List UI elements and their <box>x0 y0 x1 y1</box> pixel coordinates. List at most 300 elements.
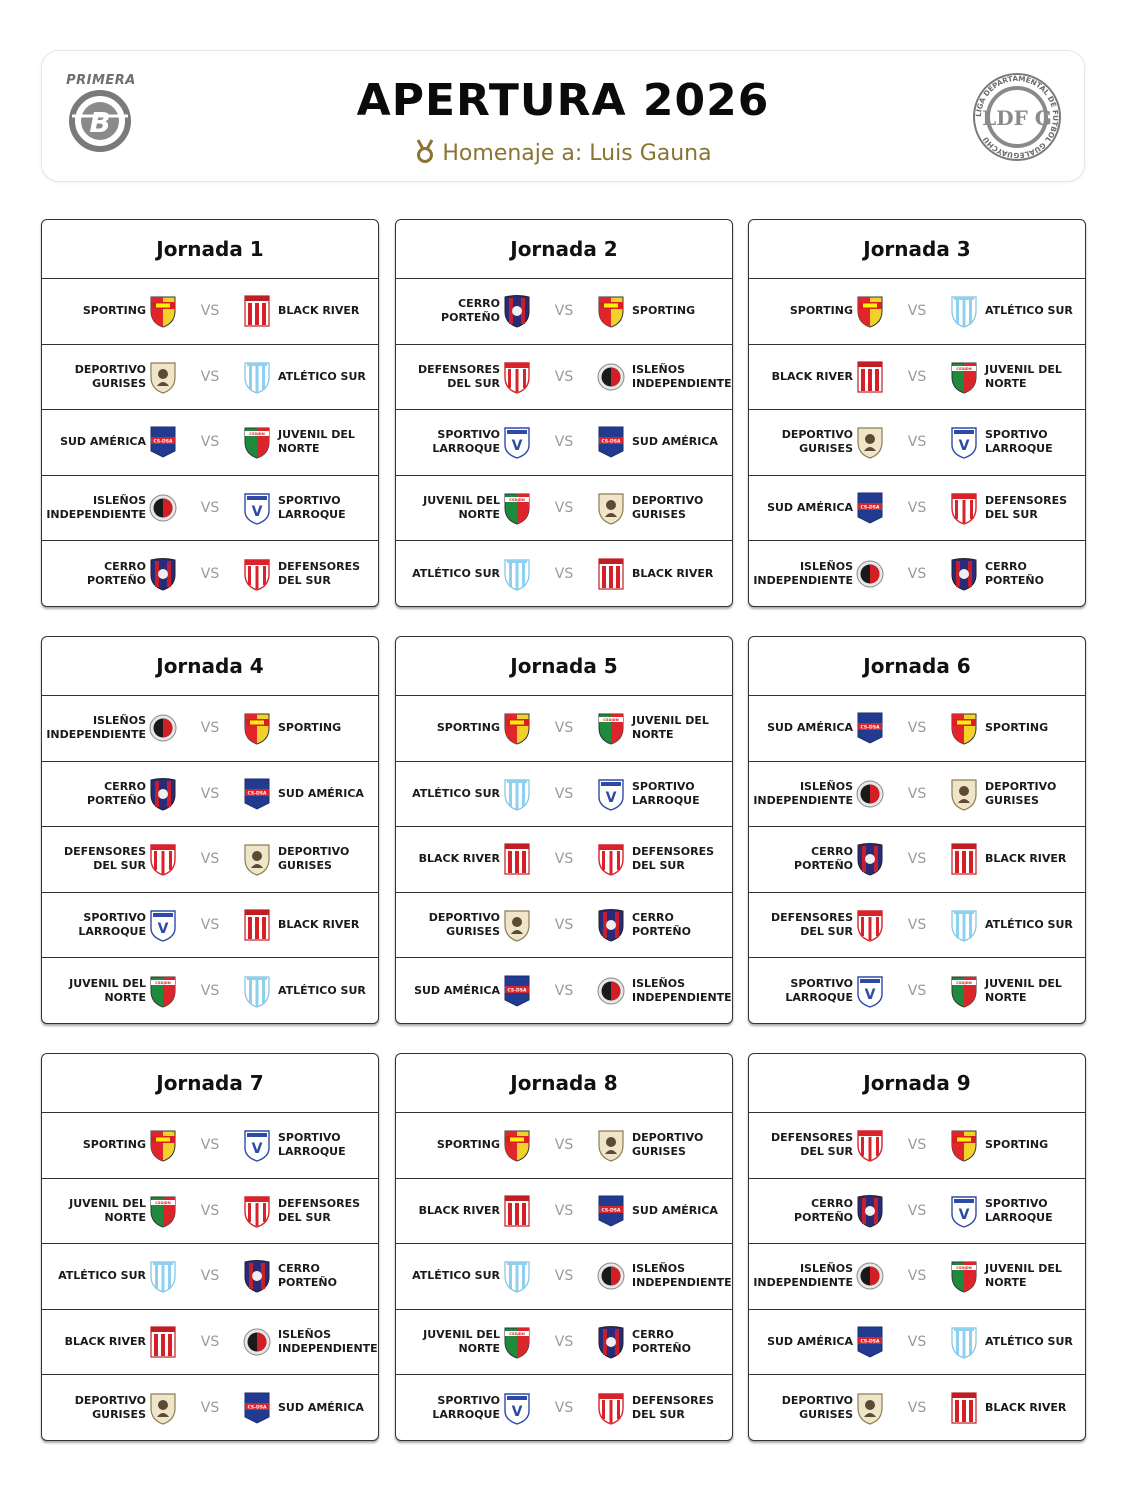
home-team-name: BLACK RIVER <box>771 369 853 383</box>
away-team-name: ATLÉTICO SUR <box>985 1335 1073 1349</box>
match-row <box>42 1244 378 1310</box>
black-river-crest-icon <box>148 1325 178 1359</box>
cerro-porteno-crest-icon <box>148 777 178 811</box>
svg-text:CS-DSA: CS-DSA <box>860 1339 880 1345</box>
atletico-sur-crest-icon <box>502 557 532 591</box>
away-team-name: JUVENIL DEL NORTE <box>278 428 355 456</box>
islenos-independiente-crest-icon <box>855 557 885 591</box>
match-row <box>42 1375 378 1441</box>
home-team-name: ATLÉTICO SUR <box>412 567 500 581</box>
sporting-crest-icon <box>596 294 626 328</box>
away-team-name: ATLÉTICO SUR <box>985 918 1073 932</box>
away-team-name: SPORTING <box>985 1138 1049 1152</box>
away-team-name: BLACK RIVER <box>632 567 714 581</box>
match-row <box>396 827 732 893</box>
vs-label: VS <box>554 720 574 737</box>
jornada-title: Jornada 3 <box>749 220 1085 279</box>
away-team-name: BLACK RIVER <box>278 918 360 932</box>
sporting-crest-icon <box>502 1128 532 1162</box>
home-team-name: DEPORTIVO GURISES <box>74 362 146 390</box>
atletico-sur-crest-icon <box>949 294 979 328</box>
match-row <box>749 410 1085 476</box>
svg-text:V: V <box>511 438 523 455</box>
islenos-independiente-crest-icon <box>855 1259 885 1293</box>
liga-seal-icon <box>972 69 1062 165</box>
cerro-porteno-crest-icon <box>949 557 979 591</box>
black-river-crest-icon <box>242 908 272 942</box>
jornada-card <box>41 1053 379 1441</box>
svg-text:CS-DSA: CS-DSA <box>153 439 173 445</box>
jornada-card <box>41 636 379 1024</box>
match-row <box>396 345 732 411</box>
islenos-independiente-crest-icon <box>855 777 885 811</box>
match-row <box>396 279 732 345</box>
sportivo-larroque-crest-icon <box>242 1128 272 1162</box>
match-row <box>749 958 1085 1024</box>
sud-america-crest-icon <box>855 711 885 745</box>
juvenil-del-norte-crest-icon <box>148 974 178 1008</box>
vs-label: VS <box>907 1400 927 1417</box>
svg-text:V: V <box>251 1141 263 1158</box>
away-team-name: JUVENIL DEL NORTE <box>985 362 1062 390</box>
home-team-name: ISLEÑOS INDEPENDIENTE <box>46 714 146 742</box>
cerro-porteno-crest-icon <box>596 1325 626 1359</box>
medal-icon <box>414 139 436 169</box>
vs-label: VS <box>200 1137 220 1154</box>
deportivo-gurises-crest-icon <box>502 908 532 942</box>
home-team-name: CERRO PORTEÑO <box>794 1196 853 1224</box>
vs-label: VS <box>907 1202 927 1219</box>
home-team-name: JUVENIL DEL NORTE <box>423 1328 500 1356</box>
match-row <box>42 541 378 607</box>
away-team-name: JUVENIL DEL NORTE <box>985 1262 1062 1290</box>
svg-text:CSDJDN: CSDJDN <box>956 366 972 371</box>
islenos-independiente-crest-icon <box>148 491 178 525</box>
sportivo-larroque-crest-icon <box>949 425 979 459</box>
match-row <box>396 1113 732 1179</box>
away-team-name: SPORTIVO LARROQUE <box>985 1196 1053 1224</box>
vs-label: VS <box>200 851 220 868</box>
vs-label: VS <box>200 917 220 934</box>
home-team-name: DEFENSORES DEL SUR <box>63 845 146 873</box>
deportivo-gurises-crest-icon <box>596 491 626 525</box>
vs-label: VS <box>907 434 927 451</box>
svg-text:CS-DSA: CS-DSA <box>860 505 880 511</box>
away-team-name: SUD AMÉRICA <box>278 786 364 800</box>
svg-text:CSDJDN: CSDJDN <box>509 1332 525 1337</box>
home-team-name: DEPORTIVO GURISES <box>781 428 853 456</box>
vs-label: VS <box>200 368 220 385</box>
home-team-name: SPORTING <box>82 304 146 318</box>
vs-label: VS <box>554 917 574 934</box>
away-team-name: SPORTIVO LARROQUE <box>278 494 346 522</box>
black-river-crest-icon <box>949 842 979 876</box>
cerro-porteno-crest-icon <box>148 557 178 591</box>
match-row <box>396 1179 732 1245</box>
away-team-name: ISLEÑOS INDEPENDIENTE <box>632 1262 732 1290</box>
vs-label: VS <box>200 500 220 517</box>
away-team-name: SPORTIVO LARROQUE <box>632 779 700 807</box>
vs-label: VS <box>907 720 927 737</box>
jornada-title: Jornada 6 <box>749 637 1085 696</box>
vs-label: VS <box>554 368 574 385</box>
away-team-name: SUD AMÉRICA <box>632 1203 718 1217</box>
sporting-crest-icon <box>855 294 885 328</box>
defensores-del-sur-crest-icon <box>855 1128 885 1162</box>
away-team-name: ISLEÑOS INDEPENDIENTE <box>632 362 732 390</box>
vs-label: VS <box>554 983 574 1000</box>
match-row <box>749 893 1085 959</box>
atletico-sur-crest-icon <box>949 1325 979 1359</box>
juvenil-del-norte-crest-icon <box>502 1325 532 1359</box>
home-team-name: ATLÉTICO SUR <box>58 1269 146 1283</box>
vs-label: VS <box>200 303 220 320</box>
svg-text:CS-DSA: CS-DSA <box>601 1208 621 1214</box>
sporting-crest-icon <box>949 1128 979 1162</box>
defensores-del-sur-crest-icon <box>242 557 272 591</box>
match-row <box>42 958 378 1024</box>
cerro-porteno-crest-icon <box>855 842 885 876</box>
vs-label: VS <box>554 1268 574 1285</box>
away-team-name: ISLEÑOS INDEPENDIENTE <box>278 1328 378 1356</box>
home-team-name: SPORTIVO LARROQUE <box>432 1394 500 1422</box>
deportivo-gurises-crest-icon <box>596 1128 626 1162</box>
home-team-name: CERRO PORTEÑO <box>87 779 146 807</box>
away-team-name: DEFENSORES DEL SUR <box>985 494 1068 522</box>
sportivo-larroque-crest-icon <box>855 974 885 1008</box>
home-team-name: SUD AMÉRICA <box>767 721 853 735</box>
svg-text:V: V <box>864 987 876 1004</box>
jornada-title: Jornada 9 <box>749 1054 1085 1113</box>
away-team-name: DEFENSORES DEL SUR <box>278 560 361 588</box>
svg-text:V: V <box>605 789 617 806</box>
page-subtitle <box>42 139 1084 169</box>
home-team-name: JUVENIL DEL NORTE <box>69 1196 146 1224</box>
vs-label: VS <box>907 1334 927 1351</box>
islenos-independiente-crest-icon <box>596 974 626 1008</box>
home-team-name: DEFENSORES DEL SUR <box>770 1131 853 1159</box>
sportivo-larroque-crest-icon <box>596 777 626 811</box>
svg-text:V: V <box>511 1404 523 1421</box>
cerro-porteno-crest-icon <box>242 1259 272 1293</box>
match-row <box>42 827 378 893</box>
svg-text:V: V <box>958 1206 970 1223</box>
sud-america-crest-icon <box>596 425 626 459</box>
away-team-name: DEPORTIVO GURISES <box>278 845 350 873</box>
vs-label: VS <box>907 368 927 385</box>
svg-text:CSDJDN: CSDJDN <box>603 718 619 723</box>
sportivo-larroque-crest-icon <box>148 908 178 942</box>
svg-text:CSDJDN: CSDJDN <box>155 981 171 986</box>
header-panel <box>41 50 1085 182</box>
match-row <box>42 410 378 476</box>
cerro-porteno-crest-icon <box>596 908 626 942</box>
away-team-name: CERRO PORTEÑO <box>632 911 691 939</box>
juvenil-del-norte-crest-icon <box>949 974 979 1008</box>
match-row <box>396 476 732 542</box>
jornada-title: Jornada 2 <box>396 220 732 279</box>
match-row <box>749 345 1085 411</box>
jornada-title: Jornada 1 <box>42 220 378 279</box>
match-row <box>396 762 732 828</box>
juvenil-del-norte-crest-icon <box>949 360 979 394</box>
home-team-name: DEPORTIVO GURISES <box>781 1394 853 1422</box>
away-team-name: SPORTIVO LARROQUE <box>278 1131 346 1159</box>
sporting-crest-icon <box>949 711 979 745</box>
home-team-name: ISLEÑOS INDEPENDIENTE <box>753 1262 853 1290</box>
vs-label: VS <box>554 434 574 451</box>
match-row <box>42 1113 378 1179</box>
home-team-name: SPORTIVO LARROQUE <box>432 428 500 456</box>
liga-departamental-logo <box>972 69 1062 165</box>
away-team-name: BLACK RIVER <box>985 852 1067 866</box>
black-river-crest-icon <box>596 557 626 591</box>
deportivo-gurises-crest-icon <box>949 777 979 811</box>
islenos-independiente-crest-icon <box>148 711 178 745</box>
jornada-card <box>395 219 733 607</box>
svg-text:CS-DSA: CS-DSA <box>860 725 880 731</box>
vs-label: VS <box>907 917 927 934</box>
svg-text:CSDJDN: CSDJDN <box>956 1266 972 1271</box>
match-row <box>749 1179 1085 1245</box>
match-row <box>42 1310 378 1376</box>
deportivo-gurises-crest-icon <box>242 842 272 876</box>
black-river-crest-icon <box>242 294 272 328</box>
home-team-name: SUD AMÉRICA <box>767 501 853 515</box>
away-team-name: ATLÉTICO SUR <box>985 304 1073 318</box>
black-river-crest-icon <box>502 1194 532 1228</box>
svg-text:CSDJDN: CSDJDN <box>509 498 525 503</box>
atletico-sur-crest-icon <box>502 1259 532 1293</box>
jornada-title: Jornada 5 <box>396 637 732 696</box>
sud-america-crest-icon <box>242 777 272 811</box>
juvenil-del-norte-crest-icon <box>596 711 626 745</box>
home-team-name: ISLEÑOS INDEPENDIENTE <box>753 560 853 588</box>
liga-letters: LDF G <box>982 106 1052 130</box>
home-team-name: CERRO PORTEÑO <box>794 845 853 873</box>
primera-logo-text: PRIMERA <box>66 73 136 88</box>
match-row <box>749 279 1085 345</box>
vs-label: VS <box>907 1268 927 1285</box>
jornada-card <box>748 1053 1086 1441</box>
away-team-name: SPORTING <box>632 304 696 318</box>
svg-text:CS-DSA: CS-DSA <box>507 988 527 994</box>
vs-label: VS <box>554 1400 574 1417</box>
svg-text:CS-DSA: CS-DSA <box>601 439 621 445</box>
away-team-name: CERRO PORTEÑO <box>632 1328 691 1356</box>
vs-label: VS <box>200 1334 220 1351</box>
atletico-sur-crest-icon <box>148 1259 178 1293</box>
svg-text:CS-DSA: CS-DSA <box>247 1405 267 1411</box>
vs-label: VS <box>200 720 220 737</box>
vs-label: VS <box>554 1202 574 1219</box>
svg-text:V: V <box>157 921 169 938</box>
vs-label: VS <box>907 303 927 320</box>
svg-text:CSDJDN: CSDJDN <box>249 432 265 437</box>
match-row <box>396 1244 732 1310</box>
vs-label: VS <box>907 566 927 583</box>
sud-america-crest-icon <box>855 491 885 525</box>
vs-label: VS <box>554 303 574 320</box>
sportivo-larroque-crest-icon <box>949 1194 979 1228</box>
vs-label: VS <box>554 1334 574 1351</box>
svg-text:CSDJDN: CSDJDN <box>956 981 972 986</box>
home-team-name: CERRO PORTEÑO <box>87 560 146 588</box>
match-row <box>42 762 378 828</box>
vs-label: VS <box>200 566 220 583</box>
home-team-name: SPORTING <box>82 1138 146 1152</box>
sud-america-crest-icon <box>502 974 532 1008</box>
vs-label: VS <box>554 851 574 868</box>
away-team-name: DEFENSORES DEL SUR <box>632 845 715 873</box>
home-team-name: ISLEÑOS INDEPENDIENTE <box>46 494 146 522</box>
match-row <box>42 893 378 959</box>
defensores-del-sur-crest-icon <box>242 1194 272 1228</box>
match-row <box>749 1113 1085 1179</box>
home-team-name: SPORTING <box>789 304 853 318</box>
away-team-name: DEFENSORES DEL SUR <box>278 1196 361 1224</box>
away-team-name: ATLÉTICO SUR <box>278 369 366 383</box>
defensores-del-sur-crest-icon <box>502 360 532 394</box>
home-team-name: ATLÉTICO SUR <box>412 1269 500 1283</box>
match-row <box>396 893 732 959</box>
away-team-name: SUD AMÉRICA <box>632 435 718 449</box>
defensores-del-sur-crest-icon <box>949 491 979 525</box>
deportivo-gurises-crest-icon <box>148 360 178 394</box>
match-row <box>396 541 732 607</box>
match-row <box>749 1244 1085 1310</box>
juvenil-del-norte-crest-icon <box>949 1259 979 1293</box>
match-row <box>749 1310 1085 1376</box>
defensores-del-sur-crest-icon <box>148 842 178 876</box>
page-title: APERTURA 2026 <box>356 75 770 126</box>
islenos-independiente-crest-icon <box>596 360 626 394</box>
jornada-title: Jornada 4 <box>42 637 378 696</box>
jornada-title: Jornada 8 <box>396 1054 732 1113</box>
match-row <box>42 279 378 345</box>
cerro-porteno-crest-icon <box>855 1194 885 1228</box>
match-row <box>396 1375 732 1441</box>
black-river-crest-icon <box>949 1391 979 1425</box>
deportivo-gurises-crest-icon <box>148 1391 178 1425</box>
sportivo-larroque-crest-icon <box>502 1391 532 1425</box>
away-team-name: BLACK RIVER <box>278 304 360 318</box>
black-river-crest-icon <box>502 842 532 876</box>
jornada-card <box>748 636 1086 1024</box>
away-team-name: CERRO PORTEÑO <box>278 1262 337 1290</box>
match-row <box>749 1375 1085 1441</box>
home-team-name: BLACK RIVER <box>64 1335 146 1349</box>
vs-label: VS <box>907 851 927 868</box>
away-team-name: JUVENIL DEL NORTE <box>985 977 1062 1005</box>
juvenil-del-norte-crest-icon <box>502 491 532 525</box>
away-team-name: SPORTING <box>985 721 1049 735</box>
sud-america-crest-icon <box>596 1194 626 1228</box>
jornada-title: Jornada 7 <box>42 1054 378 1113</box>
vs-label: VS <box>907 983 927 1000</box>
home-team-name: BLACK RIVER <box>418 852 500 866</box>
svg-text:CS-DSA: CS-DSA <box>247 791 267 797</box>
match-row <box>396 1310 732 1376</box>
match-row <box>42 345 378 411</box>
sud-america-crest-icon <box>148 425 178 459</box>
match-row <box>396 410 732 476</box>
vs-label: VS <box>554 785 574 802</box>
vs-label: VS <box>554 1137 574 1154</box>
vs-label: VS <box>907 1137 927 1154</box>
jornada-card <box>395 636 733 1024</box>
vs-label: VS <box>200 434 220 451</box>
defensores-del-sur-crest-icon <box>855 908 885 942</box>
sporting-crest-icon <box>148 294 178 328</box>
defensores-del-sur-crest-icon <box>596 842 626 876</box>
defensores-del-sur-crest-icon <box>596 1391 626 1425</box>
jornada-card <box>41 219 379 607</box>
match-row <box>42 696 378 762</box>
match-row <box>396 696 732 762</box>
home-team-name: ISLEÑOS INDEPENDIENTE <box>753 779 853 807</box>
home-team-name: JUVENIL DEL NORTE <box>69 977 146 1005</box>
svg-text:V: V <box>958 438 970 455</box>
home-team-name: SUD AMÉRICA <box>767 1335 853 1349</box>
atletico-sur-crest-icon <box>949 908 979 942</box>
black-river-crest-icon <box>855 360 885 394</box>
jornada-card <box>748 219 1086 607</box>
sporting-crest-icon <box>502 711 532 745</box>
away-team-name: SUD AMÉRICA <box>278 1401 364 1415</box>
home-team-name: DEFENSORES DEL SUR <box>417 362 500 390</box>
atletico-sur-crest-icon <box>502 777 532 811</box>
sportivo-larroque-crest-icon <box>242 491 272 525</box>
sporting-crest-icon <box>148 1128 178 1162</box>
primera-logo-letter: B <box>89 106 111 139</box>
away-team-name: DEPORTIVO GURISES <box>632 1131 704 1159</box>
vs-label: VS <box>200 785 220 802</box>
sporting-crest-icon <box>242 711 272 745</box>
atletico-sur-crest-icon <box>242 360 272 394</box>
sud-america-crest-icon <box>242 1391 272 1425</box>
away-team-name: SPORTING <box>278 721 342 735</box>
match-row <box>749 696 1085 762</box>
away-team-name: SPORTIVO LARROQUE <box>985 428 1053 456</box>
home-team-name: ATLÉTICO SUR <box>412 786 500 800</box>
away-team-name: ATLÉTICO SUR <box>278 984 366 998</box>
home-team-name: SPORTIVO LARROQUE <box>785 977 853 1005</box>
vs-label: VS <box>907 500 927 517</box>
match-row <box>749 476 1085 542</box>
jornada-card <box>395 1053 733 1441</box>
vs-label: VS <box>907 785 927 802</box>
juvenil-del-norte-crest-icon <box>148 1194 178 1228</box>
vs-label: VS <box>200 1268 220 1285</box>
atletico-sur-crest-icon <box>242 974 272 1008</box>
home-team-name: SUD AMÉRICA <box>414 984 500 998</box>
cerro-porteno-crest-icon <box>502 294 532 328</box>
deportivo-gurises-crest-icon <box>855 425 885 459</box>
vs-label: VS <box>554 566 574 583</box>
deportivo-gurises-crest-icon <box>855 1391 885 1425</box>
juvenil-del-norte-crest-icon <box>242 425 272 459</box>
vs-label: VS <box>200 1202 220 1219</box>
home-team-name: SPORTIVO LARROQUE <box>78 911 146 939</box>
sud-america-crest-icon <box>855 1325 885 1359</box>
home-team-name: BLACK RIVER <box>418 1203 500 1217</box>
match-row <box>749 762 1085 828</box>
home-team-name: CERRO PORTEÑO <box>441 297 500 325</box>
svg-text:V: V <box>251 504 263 521</box>
islenos-independiente-crest-icon <box>242 1325 272 1359</box>
match-row <box>42 476 378 542</box>
